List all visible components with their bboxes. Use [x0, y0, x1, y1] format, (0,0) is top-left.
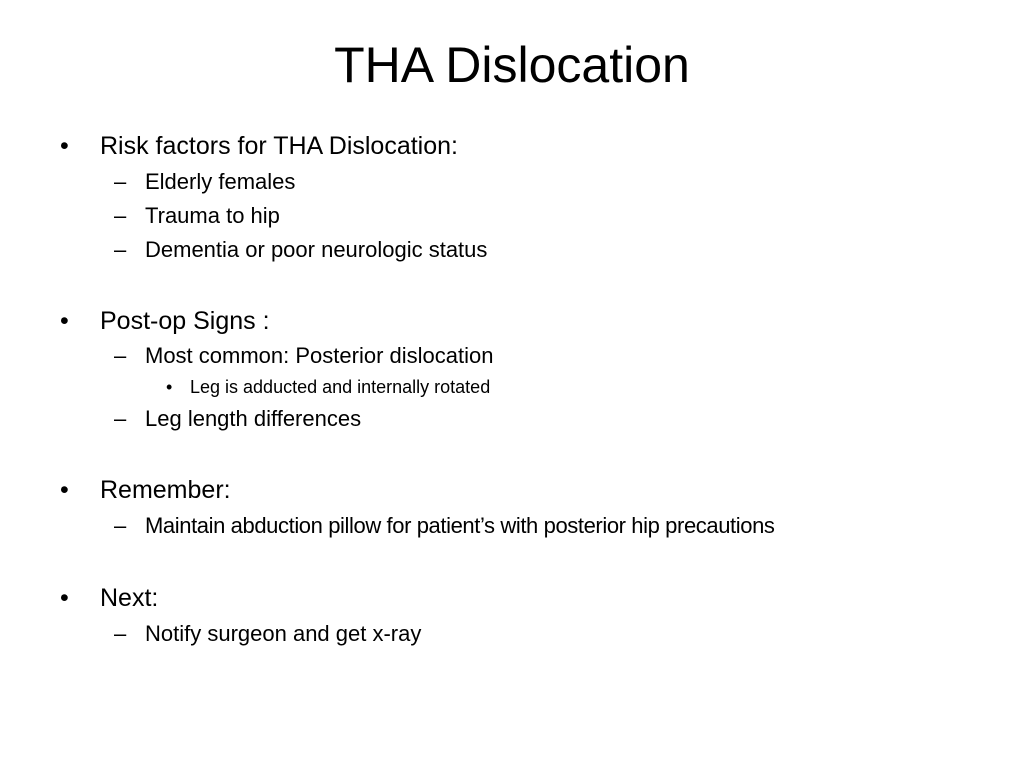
subbullet-text: Most common: Posterior dislocation: [145, 343, 494, 368]
bullet-marker: •: [60, 307, 69, 335]
subbullet-elderly-females: [114, 167, 964, 197]
subsubbullet-text: Leg is adducted and internally rotated: [190, 377, 491, 397]
subbullet-abduction-pillow: [114, 511, 994, 541]
subbullet-text: Elderly females: [145, 169, 296, 194]
bullet-remember: [60, 474, 960, 506]
bullet-marker: •: [60, 132, 69, 160]
bullet-text: Post-op Signs :: [100, 307, 270, 335]
bullet-text: Next:: [100, 584, 159, 612]
dash-marker: –: [114, 513, 127, 538]
subbullet-notify-surgeon: [114, 619, 964, 649]
subbullet-text: Dementia or poor neurologic status: [145, 237, 488, 262]
bullet-text: Risk factors for THA Dislocation:: [100, 132, 458, 160]
subbullet-text: Trauma to hip: [145, 203, 280, 228]
dash-marker: –: [114, 621, 127, 646]
subbullet-leg-length: [114, 404, 964, 434]
bullet-risk-factors: [60, 130, 960, 162]
bullet-marker: •: [60, 476, 69, 504]
slide-title: THA Dislocation: [334, 37, 690, 93]
bullet-marker: •: [166, 377, 173, 397]
dash-marker: –: [114, 406, 127, 431]
dash-marker: –: [114, 203, 127, 228]
dash-marker: –: [114, 169, 127, 194]
subbullet-text: Notify surgeon and get x-ray: [145, 621, 422, 646]
bullet-post-op-signs: [60, 305, 960, 337]
bullet-marker: •: [60, 584, 69, 612]
subbullet-dementia: [114, 235, 964, 265]
subbullet-text: Leg length differences: [145, 406, 362, 431]
subbullet-trauma-to-hip: [114, 201, 964, 231]
dash-marker: –: [114, 343, 127, 368]
subbullet-most-common: [114, 341, 964, 371]
bullet-next: [60, 582, 960, 614]
bullet-text: Remember:: [100, 476, 231, 504]
subbullet-text: Maintain abduction pillow for patient’s with posterior hip precautions: [145, 513, 775, 538]
dash-marker: –: [114, 237, 127, 262]
subsubbullet-leg-adducted: [166, 375, 966, 399]
